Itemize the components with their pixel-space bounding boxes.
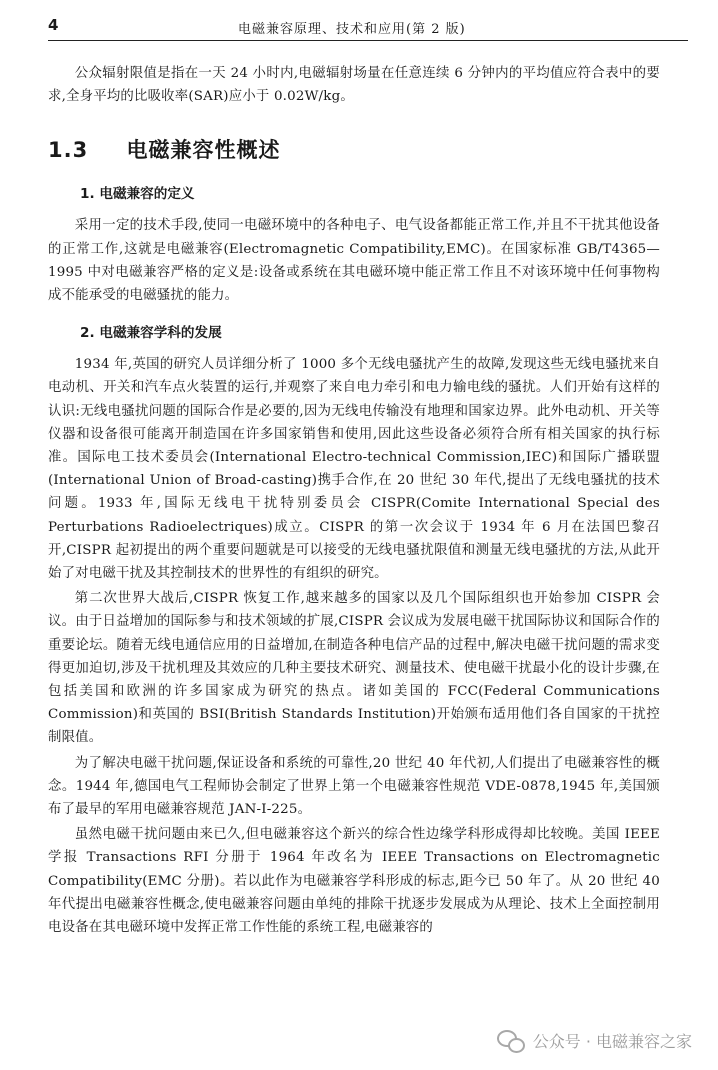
subsection-heading-definition: 1. 电磁兼容的定义 [80,186,195,203]
development-paragraph-3: 为了解决电磁干扰问题,保证设备和系统的可靠性,20 世纪 40 年代初,人们提出了电磁兼容性的概念。1944 年,德国电气工程师协会制定了世界上第一个电磁兼容性规范 VDE-0878,1945 年,美国颁布了最早的军用电磁兼容规范 JAN-I-225。 [48,755,660,818]
page-number: 4 [48,16,59,34]
watermark-text: 公众号 · 电磁兼容之家 [532,1032,692,1051]
subsection-heading-development: 2. 电磁兼容学科的发展 [80,325,222,342]
development-paragraph-1: 1934 年,英国的研究人员详细分析了 1000 多个无线电骚扰产生的故障,发现这些无线电骚扰来自电动机、开关和汽车点火装置的运行,并观察了来自电力牵引和电力输电线的骚扰。人们开始有这样的认识:无线电骚扰问题的国际合作是必要的,因为无线电传输没有地理和国家边界。此外电动机、开关等仪器和设备很可能离开制造国在许多国家销售和使用,因此这些设备必须符合所有相关国家的执行标准。国际电工技术委员会(International Electro-technical Commission,IEC)和国际广播联盟(International Union of Broad-casting)携手合作,在 20 世纪 30 年代,提出了无线电骚扰的技术问题。1933 年,国际无线电干扰特别委员会 CISPR(Comite International Special des Perturbations Radioelectriques)成立。CISPR 的第一次会议于 1934 年 6 月在法国巴黎召开,CISPR 起初提出的两个重要问题就是可以接受的无线电骚扰限值和测量无线电骚扰的方法,从此开始了对电磁干扰及其控制技术的世界性的有组织的研究。 [48,357,660,582]
intro-paragraph: 公众辐射限值是指在一天 24 小时内,电磁辐射场量在任意连续 6 分钟内的平均值应符合表中的要求,全身平均的比吸收率(SAR)应小于 0.02W/kg。 [48,66,660,105]
wechat-icon [497,1030,525,1052]
development-paragraph-4: 虽然电磁干扰问题由来已久,但电磁兼容这个新兴的综合性边缘学科形成得却比较晚。美国 IEEE 学报 Transactions RFI 分册于 1964 年改名为 IEEE Transactions on Electromagnetic Compatibility(EMC 分册)。若以此作为电磁兼容学科形成的标志,距今已 50 年了。从 20 世纪 40 年代提出电磁兼容性概念,使电磁兼容问题由单纯的排除干扰逐步发展成为从理论、技术上全面控制用电设备在其电磁环境中发挥正常工作性能的系统工程,电磁兼容的 [48,827,660,936]
definition-paragraph: 采用一定的技术手段,使同一电磁环境中的各种电子、电气设备都能正常工作,并且不干扰其他设备的正常工作,这就是电磁兼容(Electromagnetic Compatibility,EMC)。在国家标准 GB/T4365—1995 中对电磁兼容严格的定义是:设备或系统在其电磁环境中能正常工作且不对该环境中任何事物构成不能承受的电磁骚扰的能力。 [48,218,660,304]
development-paragraph-2: 第二次世界大战后,CISPR 恢复工作,越来越多的国家以及几个国际组织也开始参加 CISPR 会议。由于日益增加的国际参与和技术领域的扩展,CISPR 会议成为发展电磁干扰国际协议和国际合作的重要论坛。随着无线电通信应用的日益增加,在制造各种电信产品的过程中,解决电磁干扰问题的需求变得更加迫切,涉及干扰机理及其效应的几种主要技术研究、测量技术、使电磁干扰最小化的设计步骤,在包括美国和欧洲的许多国家成为研究的热点。诸如美国的 FCC(Federal Communications Commission)和英国的 BSI(British Standards Institution)开始颁布适用他们各自国家的干扰控制限值。 [48,591,660,746]
section-number: 1.3 [48,138,89,163]
watermark [497,1029,692,1052]
section-title: 电磁兼容性概述 [126,138,281,163]
section-heading [48,134,660,164]
page-body [48,62,660,939]
page-header [48,14,688,41]
running-title: 电磁兼容原理、技术和应用(第 2 版) [238,22,466,37]
